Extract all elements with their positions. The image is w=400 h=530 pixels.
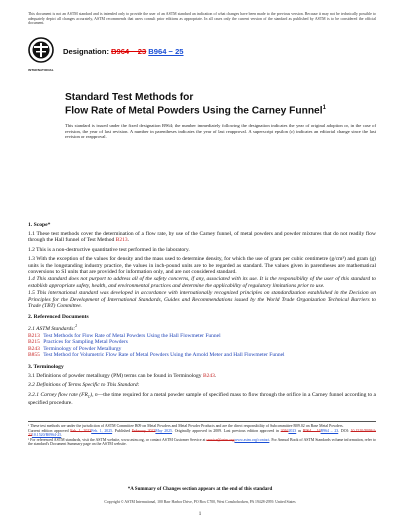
para-1-1: 1.1 These test methods cover the determination of a flow rate, by use of the Carney funnel, of metal powders and powder mixtures that do not readily flow through the Hall funnel of Test Method B213.	[28, 231, 376, 244]
para-1-2: 1.2 This is a non-destructive quantitative test performed in the laboratory.	[28, 246, 190, 253]
document-title	[65, 92, 376, 118]
section-1-heading: 1. Scope*	[28, 222, 51, 228]
reference-item[interactable]: B243 Terminology of Powder Metallurgy	[28, 345, 122, 352]
footnote-1-edition: Current edition approved Feb. 1, 2023Feb. 1, 2025. Published February 2023May 2025. Originally approved in 2009. Last previous edition approved in 20162023 as B964 – 16B964 – 23. DOI: 10.1520/B0964-2310.1520/B0964-25.	[28, 428, 376, 438]
section-3-heading: 3. Terminology	[28, 363, 64, 370]
astm-logo	[28, 37, 54, 72]
designation-label: Designation:	[63, 47, 109, 57]
para-3-1: 3.1 Definitions of powder metallurgy (PM) terms can be found in Terminology B243.	[28, 372, 217, 379]
copyright-line: Copyright © ASTM International, 100 Barr Harbor Drive, PO Box C700, West Conshohocken, PA 19428-2959. United States	[104, 500, 296, 504]
designation	[63, 47, 184, 56]
ref-link-b213[interactable]: B213	[115, 237, 128, 244]
reference-item[interactable]: B213 Test Methods for Flow Rate of Metal Powders Using the Hall Flowmeter Funnel	[28, 332, 221, 339]
title-line-2: Flow Rate of Metal Powders Using the Carney Funnel$^1$	[65, 105, 326, 117]
section-2-heading: 2. Referenced Documents	[28, 314, 89, 321]
body-text	[28, 222, 376, 406]
reference-item[interactable]: B855 Test Method for Volumetric Flow Rate of Metal Powders Using the Arnold Meter and Hall Flowmeter Funnel	[28, 352, 285, 359]
document-page	[0, 12, 400, 530]
reference-item[interactable]: B215 Practices for Sampling Metal Powders	[28, 339, 128, 346]
ref-link-b243[interactable]: B243	[202, 372, 215, 379]
page-number: 1	[198, 512, 202, 517]
designation-old: B964 − 23	[111, 47, 147, 57]
logo-caption: INTERNATIONAL	[28, 67, 54, 72]
para-2-1: 2.1 ASTM Standards:$^2$	[28, 324, 78, 333]
designation-new: B964 − 25	[148, 47, 184, 57]
footnotes	[28, 421, 376, 447]
para-1-5: 1.5 This international standard was developed in accordance with internationally recognized principles on standardization established in the Decision on Principles for the Development of International Standards, Guides and Recommendations issued by the World Trade Organization Technical Barriers to Trade (TBT) Committee.	[28, 290, 376, 310]
astm-logo-icon	[28, 37, 54, 63]
reference-list	[28, 333, 376, 359]
header	[28, 35, 376, 72]
summary-of-changes-note: *A Summary of Changes section appears at the end of this standard	[127, 487, 273, 492]
para-3-2-1: 3.2.1 Carney flow rate $(FR_C)$, n—the time required for a metal powder sample of specified mass to flow through the orifice in a Carney funnel according to a specified procedure.	[28, 391, 376, 407]
title-line-1: Standard Test Methods for	[65, 91, 194, 103]
change-notice: This document is not an ASTM standard and is intended only to provide the user of an ASTM standard an indication of what changes have been made to the previous version. Because it may not be technically possible to adequately depict all changes accurately, ASTM recommends that users consult prior editions as appropriate. In all cases only the current version of the standard as published by ASTM is to be considered the official document.	[28, 12, 376, 26]
footnote-2: ² For referenced ASTM standards, visit the ASTM website, www.astm.org, or contact ASTM Customer Service at service@astm.orgwww.astm.org/contact. For Annual Book of ASTM Standards volume information, refer to the standard's Document Summary page on the ASTM website.	[28, 437, 376, 447]
title-footnote-mark: 1	[322, 105, 326, 112]
para-3-2: 3.2 Definitions of Terms Specific to This Standard:	[28, 382, 140, 389]
para-1-4: 1.4 This standard does not purport to address all of the safety concerns, if any, associated with its use. It is the responsibility of the user of this standard to establish appropriate safety, health, and environmental practices and determine the applicability of regulatory limitations prior to use.	[28, 276, 376, 289]
issuance-statement: This standard is issued under the fixed designation B964; the number immediately following the designation indicates the year of original adoption or, in the case of revision, the year of last revision. A number in parentheses indicates the year of last reapproval. A superscript epsilon (ε) indicates an editorial change since the last revision or reapproval.	[65, 123, 376, 140]
para-1-3: 1.3 With the exception of the values for density and the mass used to determine density, for which the use of gram per cubic centimetre (g/cm³) and gram (g) units is the longstanding industry practice, the values in inch-pound units are to be regarded as standard. The values given in parentheses are mathematical conversions to SI units that are provided for information only, and are not considered standard.	[28, 256, 376, 276]
footnote-1: ¹ These test methods are under the jurisdiction of ASTM Committee B09 on Metal Powders and Metal Powder Products and are the direct responsibility of Subcommittee B09.02 on Base Metal Powders.	[28, 424, 344, 428]
